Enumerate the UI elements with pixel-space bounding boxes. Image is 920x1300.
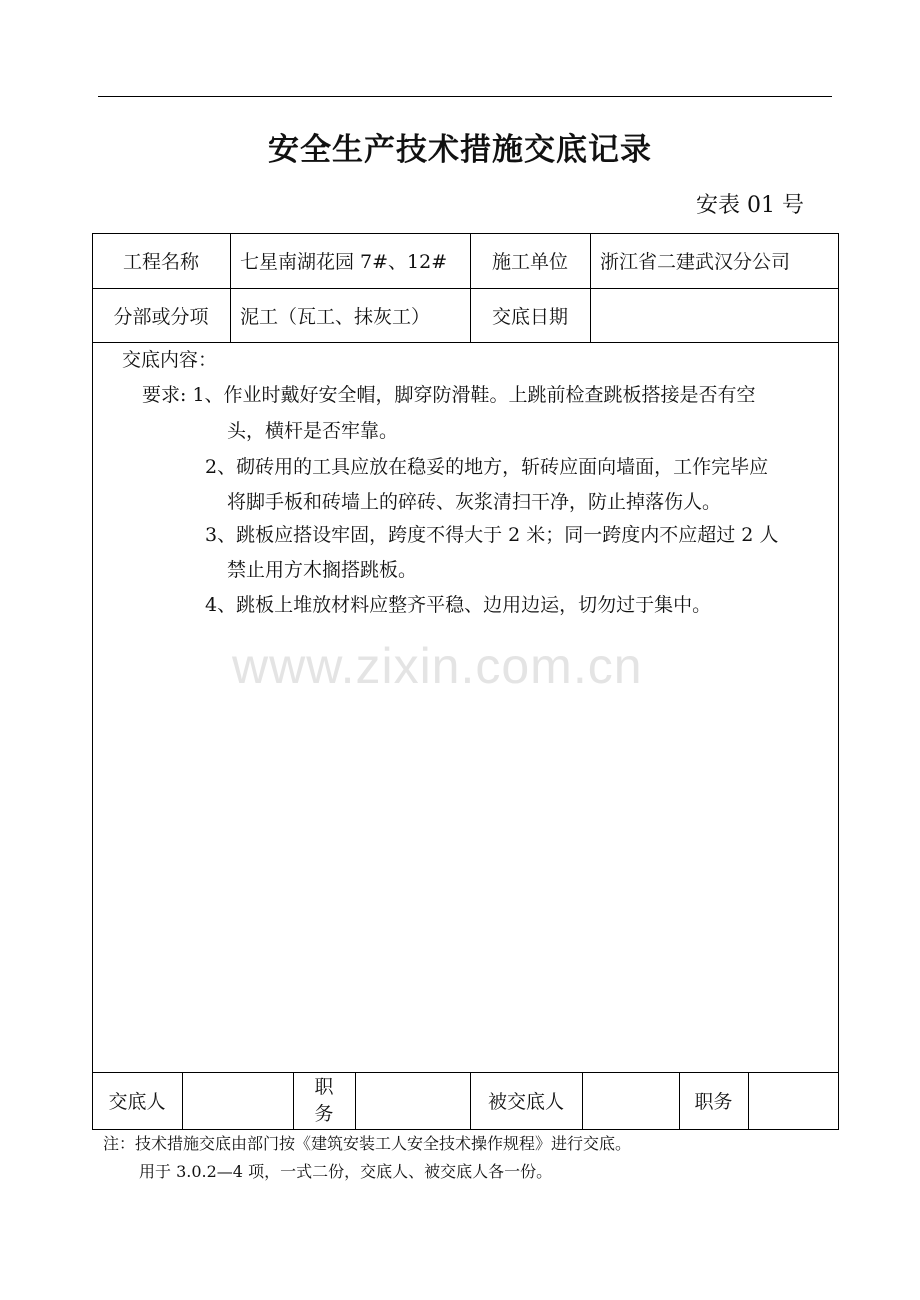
project-name-label: 工程名称 — [122, 251, 199, 273]
section-value: 泥工（瓦工、抹灰工） — [240, 305, 431, 328]
content-line: 头，横杆是否牢靠。 — [227, 420, 399, 442]
content-line: 将脚手板和砖墙上的碎砖、灰浆清扫干净，防止掉落伤人。 — [227, 491, 722, 513]
position-label-1-line1: 职 — [314, 1076, 334, 1098]
table-rule — [92, 1129, 839, 1130]
project-name-value: 七星南湖花园 7#、12# — [240, 251, 448, 273]
discloser-value — [182, 1072, 293, 1129]
table-rule — [838, 233, 839, 1130]
watermark: www.zixin.com.cn — [232, 638, 643, 694]
table-rule — [590, 233, 591, 342]
receiver-label: 被交底人 — [487, 1091, 564, 1113]
construction-unit-value: 浙江省二建武汉分公司 — [600, 251, 791, 273]
position-label-2: 职务 — [694, 1091, 733, 1113]
section-label: 分部或分项 — [113, 305, 209, 328]
discloser-label: 交底人 — [108, 1091, 166, 1113]
table-rule — [582, 1072, 583, 1129]
table-rule — [92, 342, 839, 343]
table-rule — [230, 233, 231, 342]
content-line: 禁止用方木搁搭跳板。 — [227, 559, 418, 581]
table-rule — [748, 1072, 749, 1129]
construction-unit-label: 施工单位 — [491, 251, 568, 273]
disclosure-date-label: 交底日期 — [491, 305, 568, 328]
top-rule — [98, 96, 832, 97]
note-line: 用于 3.0.2—4 项，一式二份，交底人、被交底人各一份。 — [139, 1162, 553, 1181]
content-line: 3、跳板应搭设牢固，跨度不得大于 2 米；同一跨度内不应超过 2 人 — [205, 524, 779, 546]
form-number: 安表 01 号 — [696, 193, 804, 218]
position-label-1-line2: 务 — [314, 1103, 334, 1125]
position-label-1 — [293, 1074, 355, 1128]
content-line: 要求: 1、作业时戴好安全帽，脚穿防滑鞋。上跳前检查跳板搭接是否有空 — [142, 384, 756, 406]
page-title: 安全生产技术措施交底记录 — [268, 132, 652, 168]
table-rule — [355, 1072, 356, 1129]
content-line: 2、砌砖用的工具应放在稳妥的地方，斩砖应面向墙面，工作完毕应 — [205, 456, 769, 478]
content-label: 交底内容： — [122, 349, 218, 371]
note-line: 注：技术措施交底由部门按《建筑安装工人安全技术操作规程》进行交底。 — [103, 1134, 632, 1153]
content-line: 4、跳板上堆放材料应整齐平稳、边用边运，切勿过于集中。 — [205, 594, 712, 616]
table-rule — [92, 233, 93, 1130]
